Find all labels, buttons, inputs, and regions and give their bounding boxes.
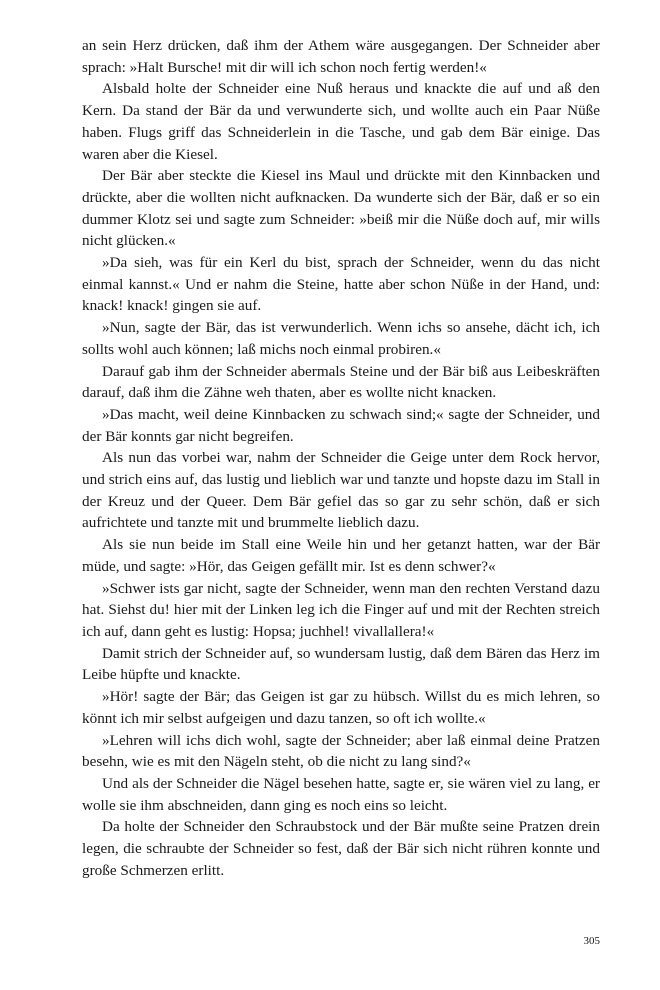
paragraph: »Nun, sagte der Bär, das ist verwunderlich. Wenn ichs so ansehe, dächt ich, ich sollts wohl auch können; laß michs noch einmal probiren.«	[82, 319, 600, 358]
paragraph: Alsbald holte der Schneider eine Nuß heraus und knackte die auf und aß den Kern. Da stand der Bär da und verwunderte sich, und wollte auch ein Paar Nüße haben. Flugs griff das Schneiderlein in die Tasche, und gab dem Bär einige. Das waren aber die Kiesel.	[82, 80, 600, 163]
paragraph: »Lehren will ichs dich wohl, sagte der Schneider; aber laß einmal deine Pratzen besehn, wie es mit den Nägeln steht, ob die nicht zu lang sind?«	[82, 731, 600, 771]
paragraph: Als sie nun beide im Stall eine Weile hin und her getanzt hatten, war der Bär müde, und sagte: »Hör, das Geigen gefällt mir. Ist es denn schwer?«	[82, 536, 600, 575]
paragraph: »Das macht, weil deine Kinnbacken zu schwach sind;« sagte der Schneider, und der Bär konnts gar nicht begreifen.	[82, 405, 600, 445]
paragraph: »Da sieh, was für ein Kerl du bist, sprach der Schneider, wenn du das nicht einmal kannst.« Und er nahm die Steine, hatte aber schon Nüße in der Hand, und: knack! knack! gingen sie auf.	[82, 254, 600, 315]
paragraph: Da holte der Schneider den Schraubstock und der Bär mußte seine Pratzen drein legen, die schraubte der Schneider so fest, daß der Bär sich nicht rühren konnte und große Schmerzen erlitt.	[82, 818, 600, 879]
page-body	[82, 35, 600, 881]
paragraph: Als nun das vorbei war, nahm der Schneider die Geige unter dem Rock hervor, und strich eins auf, das lustig und lieblich war und tanzte und hopste dazu im Stall in der Kreuz und der Queer. Dem Bär gefiel das so gar zu sehr schön, daß er sich aufrichtete und tanzte mit und brummelte lieblich dazu.	[82, 449, 600, 532]
paragraph: »Schwer ists gar nicht, sagte der Schneider, wenn man den rechten Verstand dazu hat. Siehst du! hier mit der Linken leg ich die Finger auf und mit der Rechten streich ich auf, dann geht es lustig: Hopsa; juchhel! vivallallera!«	[82, 579, 600, 640]
paragraph: Und als der Schneider die Nägel besehen hatte, sagte er, sie wären viel zu lang, er wolle sie ihm abschneiden, dann ging es noch eins so leicht.	[82, 774, 600, 814]
paragraph: Der Bär aber steckte die Kiesel ins Maul und drückte mit den Kinnbacken und drückte, aber die wollten nicht aufknacken. Da wunderte sich der Bär, daß er so ein dummer Klotz sei und sagte zum Schneider: »beiß mir die Nüße doch auf, mir wills nicht glücken.«	[82, 167, 600, 250]
paragraph: »Hör! sagte der Bär; das Geigen ist gar zu hübsch. Willst du es mich lehren, so könnt ich mir selbst aufgeigen und dazu tanzen, so oft ich wollte.«	[82, 688, 600, 727]
page-number: 305	[583, 935, 600, 947]
paragraph: Damit strich der Schneider auf, so wundersam lustig, daß dem Bären das Herz im Leibe hüpfte und knackte.	[82, 644, 600, 684]
paragraph: Darauf gab ihm der Schneider abermals Steine und der Bär biß aus Leibeskräften darauf, daß ihm die Zähne weh thaten, aber es wollte nicht knacken.	[82, 362, 600, 402]
paragraph-continued: an sein Herz drücken, daß ihm der Athem wäre ausgegangen. Der Schneider aber sprach: »Halt Bursche! mit dir will ich schon noch fertig werden!«	[82, 37, 600, 76]
